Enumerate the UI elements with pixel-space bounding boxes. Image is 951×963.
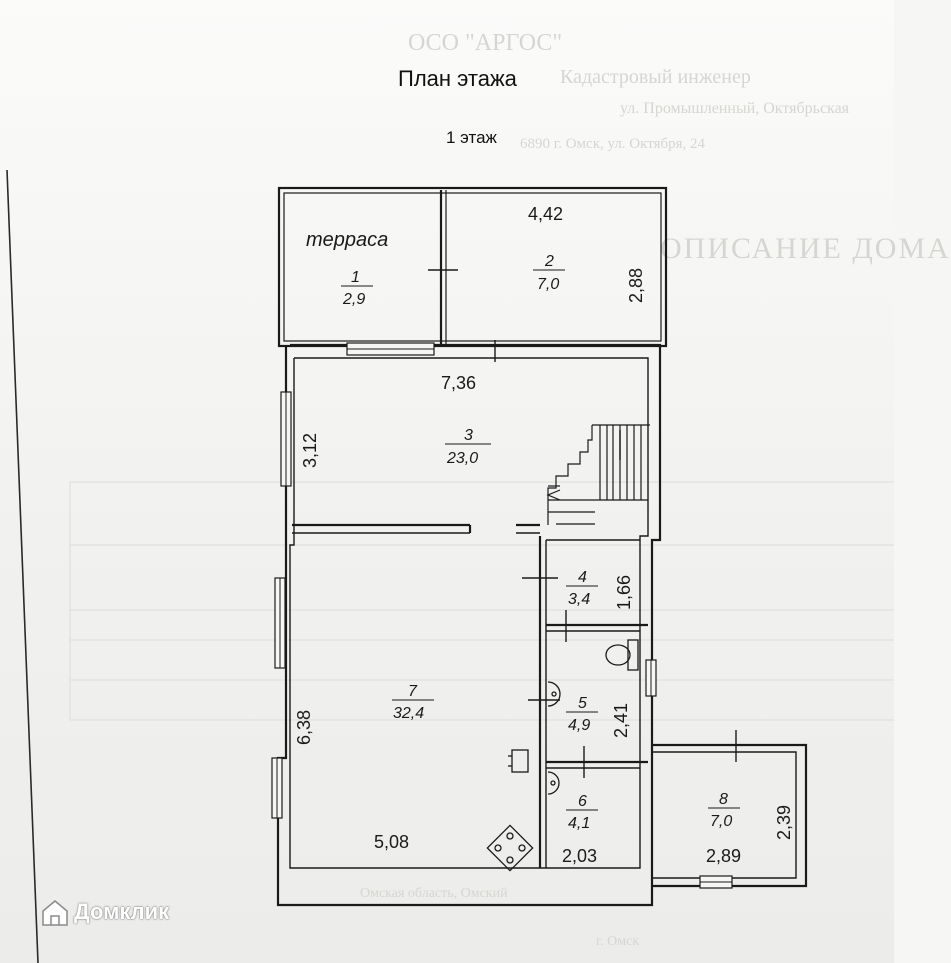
ghost-line3: 6890 г. Омск, ул. Октября, 24 <box>520 136 706 152</box>
room-3-area: 23,0 <box>447 450 479 467</box>
dim-room3-width: 7,36 <box>441 373 477 393</box>
stove-icon <box>487 825 532 870</box>
room-6-area: 4,1 <box>568 815 591 832</box>
domclick-house-icon <box>40 898 70 928</box>
plan-title: План этажа <box>398 66 517 91</box>
dim-room5-height: 2,41 <box>611 702 631 738</box>
room-7-number: 7 <box>408 683 417 700</box>
room-8-number: 8 <box>719 791 728 808</box>
dim-room2-width: 4,42 <box>528 204 564 224</box>
room-5-number: 5 <box>578 695 587 712</box>
toilet-icon <box>606 640 638 670</box>
ghost-org: ОСО "АРГОС" <box>408 30 563 56</box>
ghost-footer1: Омская область, Омский <box>360 886 508 901</box>
top-block-outline <box>279 188 666 346</box>
room-2-number: 2 <box>545 253 554 270</box>
ghost-stamp: ОПИСАНИЕ ДОМА <box>660 232 951 265</box>
room-3-number: 3 <box>464 427 473 444</box>
dim-room4-height: 1,66 <box>614 574 634 610</box>
room-2-area: 7,0 <box>537 276 560 293</box>
dim-room7-width: 5,08 <box>374 832 410 852</box>
ghost-line2: ул. Промышленный, Октябрьская <box>620 100 850 117</box>
room-1-number: 1 <box>351 269 360 286</box>
room-1-name: терраса <box>306 229 389 251</box>
ghost-footer2: г. Омск <box>596 934 640 949</box>
dim-room3-height: 3,12 <box>300 432 320 468</box>
ghost-line1: Кадастровый инженер <box>560 66 751 88</box>
dim-room6-width: 2,03 <box>562 846 598 866</box>
room-6-number: 6 <box>578 793 587 810</box>
room-4-number: 4 <box>578 569 587 586</box>
dim-room7-height: 6,38 <box>294 709 314 745</box>
floor-label: 1 этаж <box>446 128 497 147</box>
room-8-area: 7,0 <box>710 813 733 830</box>
watermark-text: Домклик <box>74 899 170 924</box>
room-1-area: 2,9 <box>343 291 366 308</box>
dim-room8-height: 2,39 <box>774 804 794 840</box>
room-5-area: 4,9 <box>568 717 591 734</box>
sink-icon <box>548 682 560 794</box>
room-7-area: 32,4 <box>393 705 425 722</box>
dim-room2-height: 2,88 <box>626 267 646 303</box>
room-4-area: 3,4 <box>568 591 591 608</box>
dim-room8-width: 2,89 <box>706 846 742 866</box>
